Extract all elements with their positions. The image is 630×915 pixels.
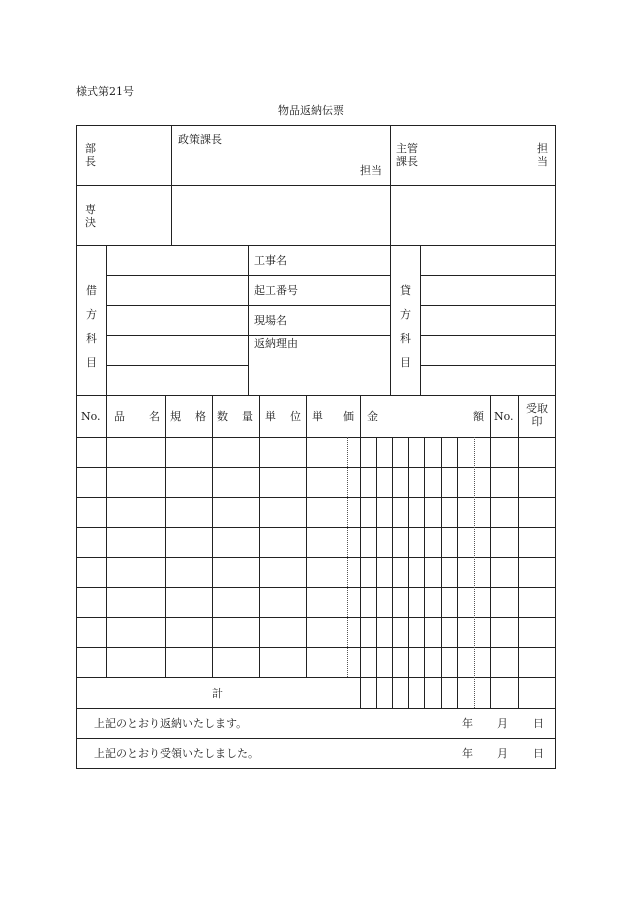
header-mei: 名 [149,410,160,423]
header-no: No. [81,410,101,423]
header-no2: No. [494,410,514,423]
header-tan1: 単 [265,410,276,423]
header-su: 数 [217,410,228,423]
header-juryo: 受取 印 [526,402,548,428]
credit-account-label: 貸 方 科 目 [400,284,411,369]
statement-receipt: 上記のとおり受領いたしました。 [94,747,259,760]
header-tan2: 単 [312,410,323,423]
statement-receipt-year: 年 [462,747,473,760]
total-label: 計 [212,687,223,700]
statement-return-month: 月 [497,717,508,730]
field-genba-mei: 現場名 [254,314,287,327]
header-kaku: 格 [195,410,206,423]
statement-return-day: 日 [533,717,544,730]
form-number: 様式第21号 [76,85,134,98]
header-hin: 品 [114,410,125,423]
tanto-left-label: 担当 [360,164,382,177]
header-ki: 規 [170,410,181,423]
field-kiko-bango: 起工番号 [254,284,298,297]
shukan-kacho-label: 主管 課長 [396,142,418,168]
statement-receipt-day: 日 [533,747,544,760]
statement-return-year: 年 [462,717,473,730]
field-henno-riyu: 返納理由 [254,337,298,350]
bucho-label: 部 長 [85,142,96,168]
form-title: 物品返納伝票 [278,104,344,117]
debit-account-label: 借 方 科 目 [86,284,97,369]
header-gaku: 額 [473,410,484,423]
tanto-right-label: 担 当 [537,142,548,168]
statement-return: 上記のとおり返納いたします。 [94,717,248,730]
statement-receipt-month: 月 [497,747,508,760]
header-ka: 価 [343,410,354,423]
field-koji-mei: 工事名 [254,254,287,267]
header-kin: 金 [367,410,378,423]
header-ryo: 量 [242,410,253,423]
seisaku-kacho-label: 政策課長 [178,133,222,146]
header-i: 位 [290,410,301,423]
sensketsu-label: 専 決 [85,203,96,229]
